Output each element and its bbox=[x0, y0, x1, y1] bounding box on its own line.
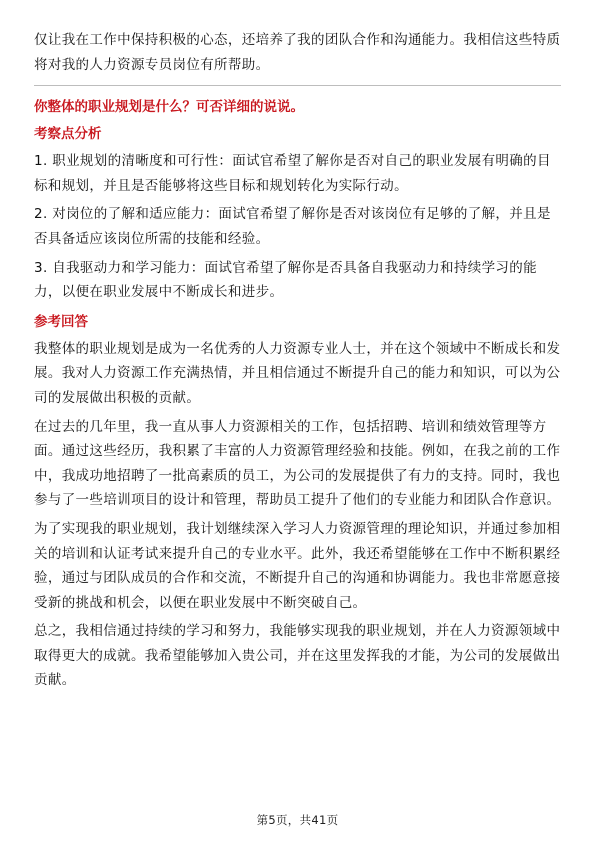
answer-heading: 参考回答 bbox=[34, 313, 88, 330]
page-number: 第5页，共41页 bbox=[256, 813, 339, 827]
section-divider bbox=[34, 85, 561, 86]
analysis-point: 2. 对岗位的了解和适应能力：面试官希望了解你是否对该岗位有足够的了解，并且是否具备适应该岗位所需的技能和经验。 bbox=[34, 206, 551, 247]
document-page bbox=[34, 28, 561, 697]
answer-paragraph: 我整体的职业规划是成为一名优秀的人力资源专业人士，并在这个领域中不断成长和发展。我对人力资源工作充满热情，并且相信通过不断提升自己的能力和知识，可以为公司的发展做出积极的贡献。 bbox=[34, 340, 561, 406]
answer-paragraph: 总之，我相信通过持续的学习和努力，我能够实现我的职业规划，并在人力资源领域中取得更大的成就。我希望能够加入贵公司，并在这里发挥我的才能，为公司的发展做出贡献。 bbox=[34, 623, 561, 689]
analysis-point: 3. 自我驱动力和学习能力：面试官希望了解你是否具备自我驱动力和持续学习的能力，以便在职业发展中不断成长和进步。 bbox=[34, 259, 537, 301]
analysis-heading: 考察点分析 bbox=[34, 126, 102, 143]
answer-paragraph: 在过去的几年里，我一直从事人力资源相关的工作，包括招聘、培训和绩效管理等方面。通过这些经历，我积累了丰富的人力资源管理经验和技能。例如，在我之前的工作中，我成功地招聘了一批高素质的员工，为公司的发展提供了有力的支持。同时，我也参与了一些培训项目的设计和管理，帮助员工提升了他们的专业能力和团队合作意识。 bbox=[34, 418, 561, 509]
intro-paragraph: 仅让我在工作中保持积极的心态，还培养了我的团队合作和沟通能力。我相信这些特质将对我的人力资源专员岗位有所帮助。 bbox=[34, 32, 561, 73]
answer-paragraph: 为了实现我的职业规划，我计划继续深入学习人力资源管理的理论知识，并通过参加相关的培训和认证考试来提升自己的专业水平。此外，我还希望能够在工作中不断积累经验，通过与团队成员的合作和交流，不断提升自己的沟通和协调能力。我也非常愿意接受新的挑战和机会，以便在职业发展中不断突破自己。 bbox=[34, 520, 561, 611]
question-title: 你整体的职业规划是什么？可否详细的说说。 bbox=[34, 99, 304, 116]
analysis-point: 1. 职业规划的清晰度和可行性：面试官希望了解你是否对自己的职业发展有明确的目标和规划，并且是否能够将这些目标和规划转化为实际行动。 bbox=[34, 153, 551, 194]
